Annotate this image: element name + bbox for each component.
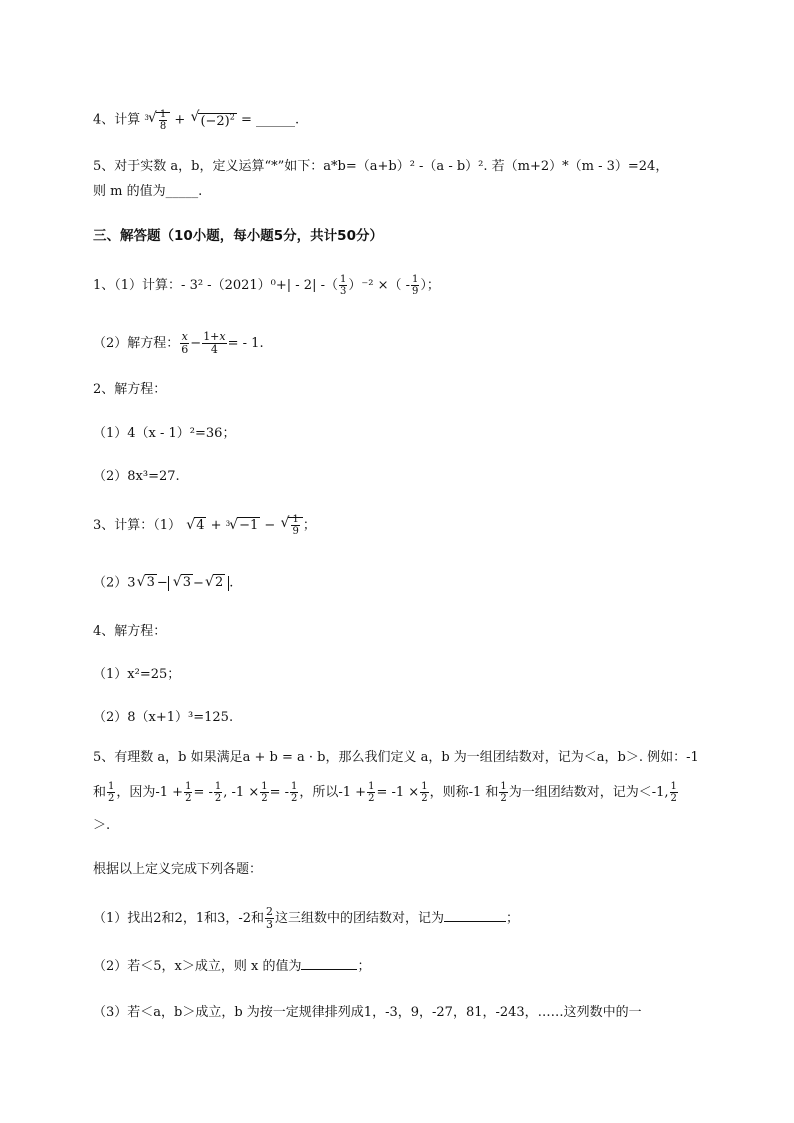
fraction-two-thirds: $\frac{2}{3}$	[266, 905, 274, 931]
p5-sub1-blank[interactable]	[444, 909, 506, 922]
q4-line: 4、计算 $^3$ √ $\frac{1}{8}$ + √ $(-2)^2$ = ______.	[93, 108, 300, 132]
p4-part1: （1）x²=25；	[93, 667, 181, 682]
fraction-1plusx-over-4: $\frac{1+x}{4}$	[203, 330, 226, 356]
p1-line2: （2）解方程： $\frac{x}{6}$ − $\frac{1+x}{4}$ = - 1.	[93, 330, 264, 356]
cube-root-one-eighth: √ $\frac{1}{8}$	[148, 109, 170, 132]
p2-title: 2、解方程：	[93, 382, 167, 397]
sqrt-one-ninth: √ $\frac{1}{9}$	[280, 514, 302, 537]
p5-line3: ＞.	[93, 818, 111, 833]
p2-part2: （2）8x³=27.	[93, 469, 180, 484]
q5-blank[interactable]: _____	[165, 184, 199, 199]
sqrt-neg2-squared: √ $(-2)^2$	[190, 109, 235, 130]
p1-line1: 1、（1）计算：- 3² -（2021）⁰+| - 2| -（ $\frac{1}{3}$ ）⁻² ×（ - $\frac{1}{9}$ ）；	[93, 274, 440, 297]
absolute-value: √ 3 − √ 2	[168, 576, 229, 591]
p4-part2: （2）8（x+1）³=125.	[93, 710, 234, 725]
p2-part1: （1）4（x - 1）²=36；	[93, 426, 236, 441]
sqrt-4: √ 4	[186, 516, 205, 533]
section-3-title: 三、解答题（10小题，每小题5分，共计50分）	[93, 228, 383, 244]
cube-root-neg1: √ −1	[229, 516, 259, 533]
q5-line2: 则 m 的值为_____.	[93, 184, 203, 199]
cube-root-index: 3	[144, 114, 149, 122]
p5-line1: 5、有理数 a，b 如果满足a + b = a · b，那么我们定义 a，b 为一组团结数对，记为＜a，b＞. 例如：-1	[93, 750, 699, 765]
p5-sub2-blank[interactable]	[301, 957, 357, 970]
p5-line2: 和 $\frac{1}{2}$ ，因为-1 + $\frac{1}{2}$ = - $\frac{1}{2}$ , -1 × $\frac{1}{2}$ = - $\frac{1}{2}$ ，所以-1 + $\frac{1}{2}$ = -1 × $\frac{1}{2}$ ，则称-1 和 $\frac{1}{2}$ 为一组团结数对，记为＜-1, $\frac{1}{2}$	[93, 781, 677, 804]
q4-blank[interactable]: ______	[256, 112, 296, 128]
fraction-x-over-6: $\frac{x}{6}$	[181, 330, 189, 356]
p3-line1: 3、计算：（1） √ 4 + $^3$ √ −1 − √ $\frac{1}{9}$ ；	[93, 514, 316, 537]
q5-line1: 5、对于实数 a，b，定义运算“*”如下：a*b=（a+b）² -（a - b）². 若（m+2）*（m - 3）=24，	[93, 159, 669, 174]
p5-intro: 根据以上定义完成下列各题：	[93, 862, 263, 877]
fraction-one-third: $\frac{1}{3}$	[339, 274, 347, 297]
p3-line2: （2）3 √ 3 − √ 3 − √ 2 .	[93, 574, 234, 591]
p5-sub3: （3）若＜a，b＞成立，b 为按一定规律排列成1，-3，9，-27，81，-243，……这列数中的一	[93, 1005, 642, 1020]
p5-sub1: （1）找出2和2，1和3，-2和 $\frac{2}{3}$ 这三组数中的团结数对，记为 ；	[93, 905, 520, 931]
p4-title: 4、解方程：	[93, 624, 167, 639]
p5-sub2: （2）若＜5，x＞成立，则 x 的值为 ；	[93, 959, 371, 974]
fraction-one-ninth: $\frac{1}{9}$	[411, 274, 419, 297]
